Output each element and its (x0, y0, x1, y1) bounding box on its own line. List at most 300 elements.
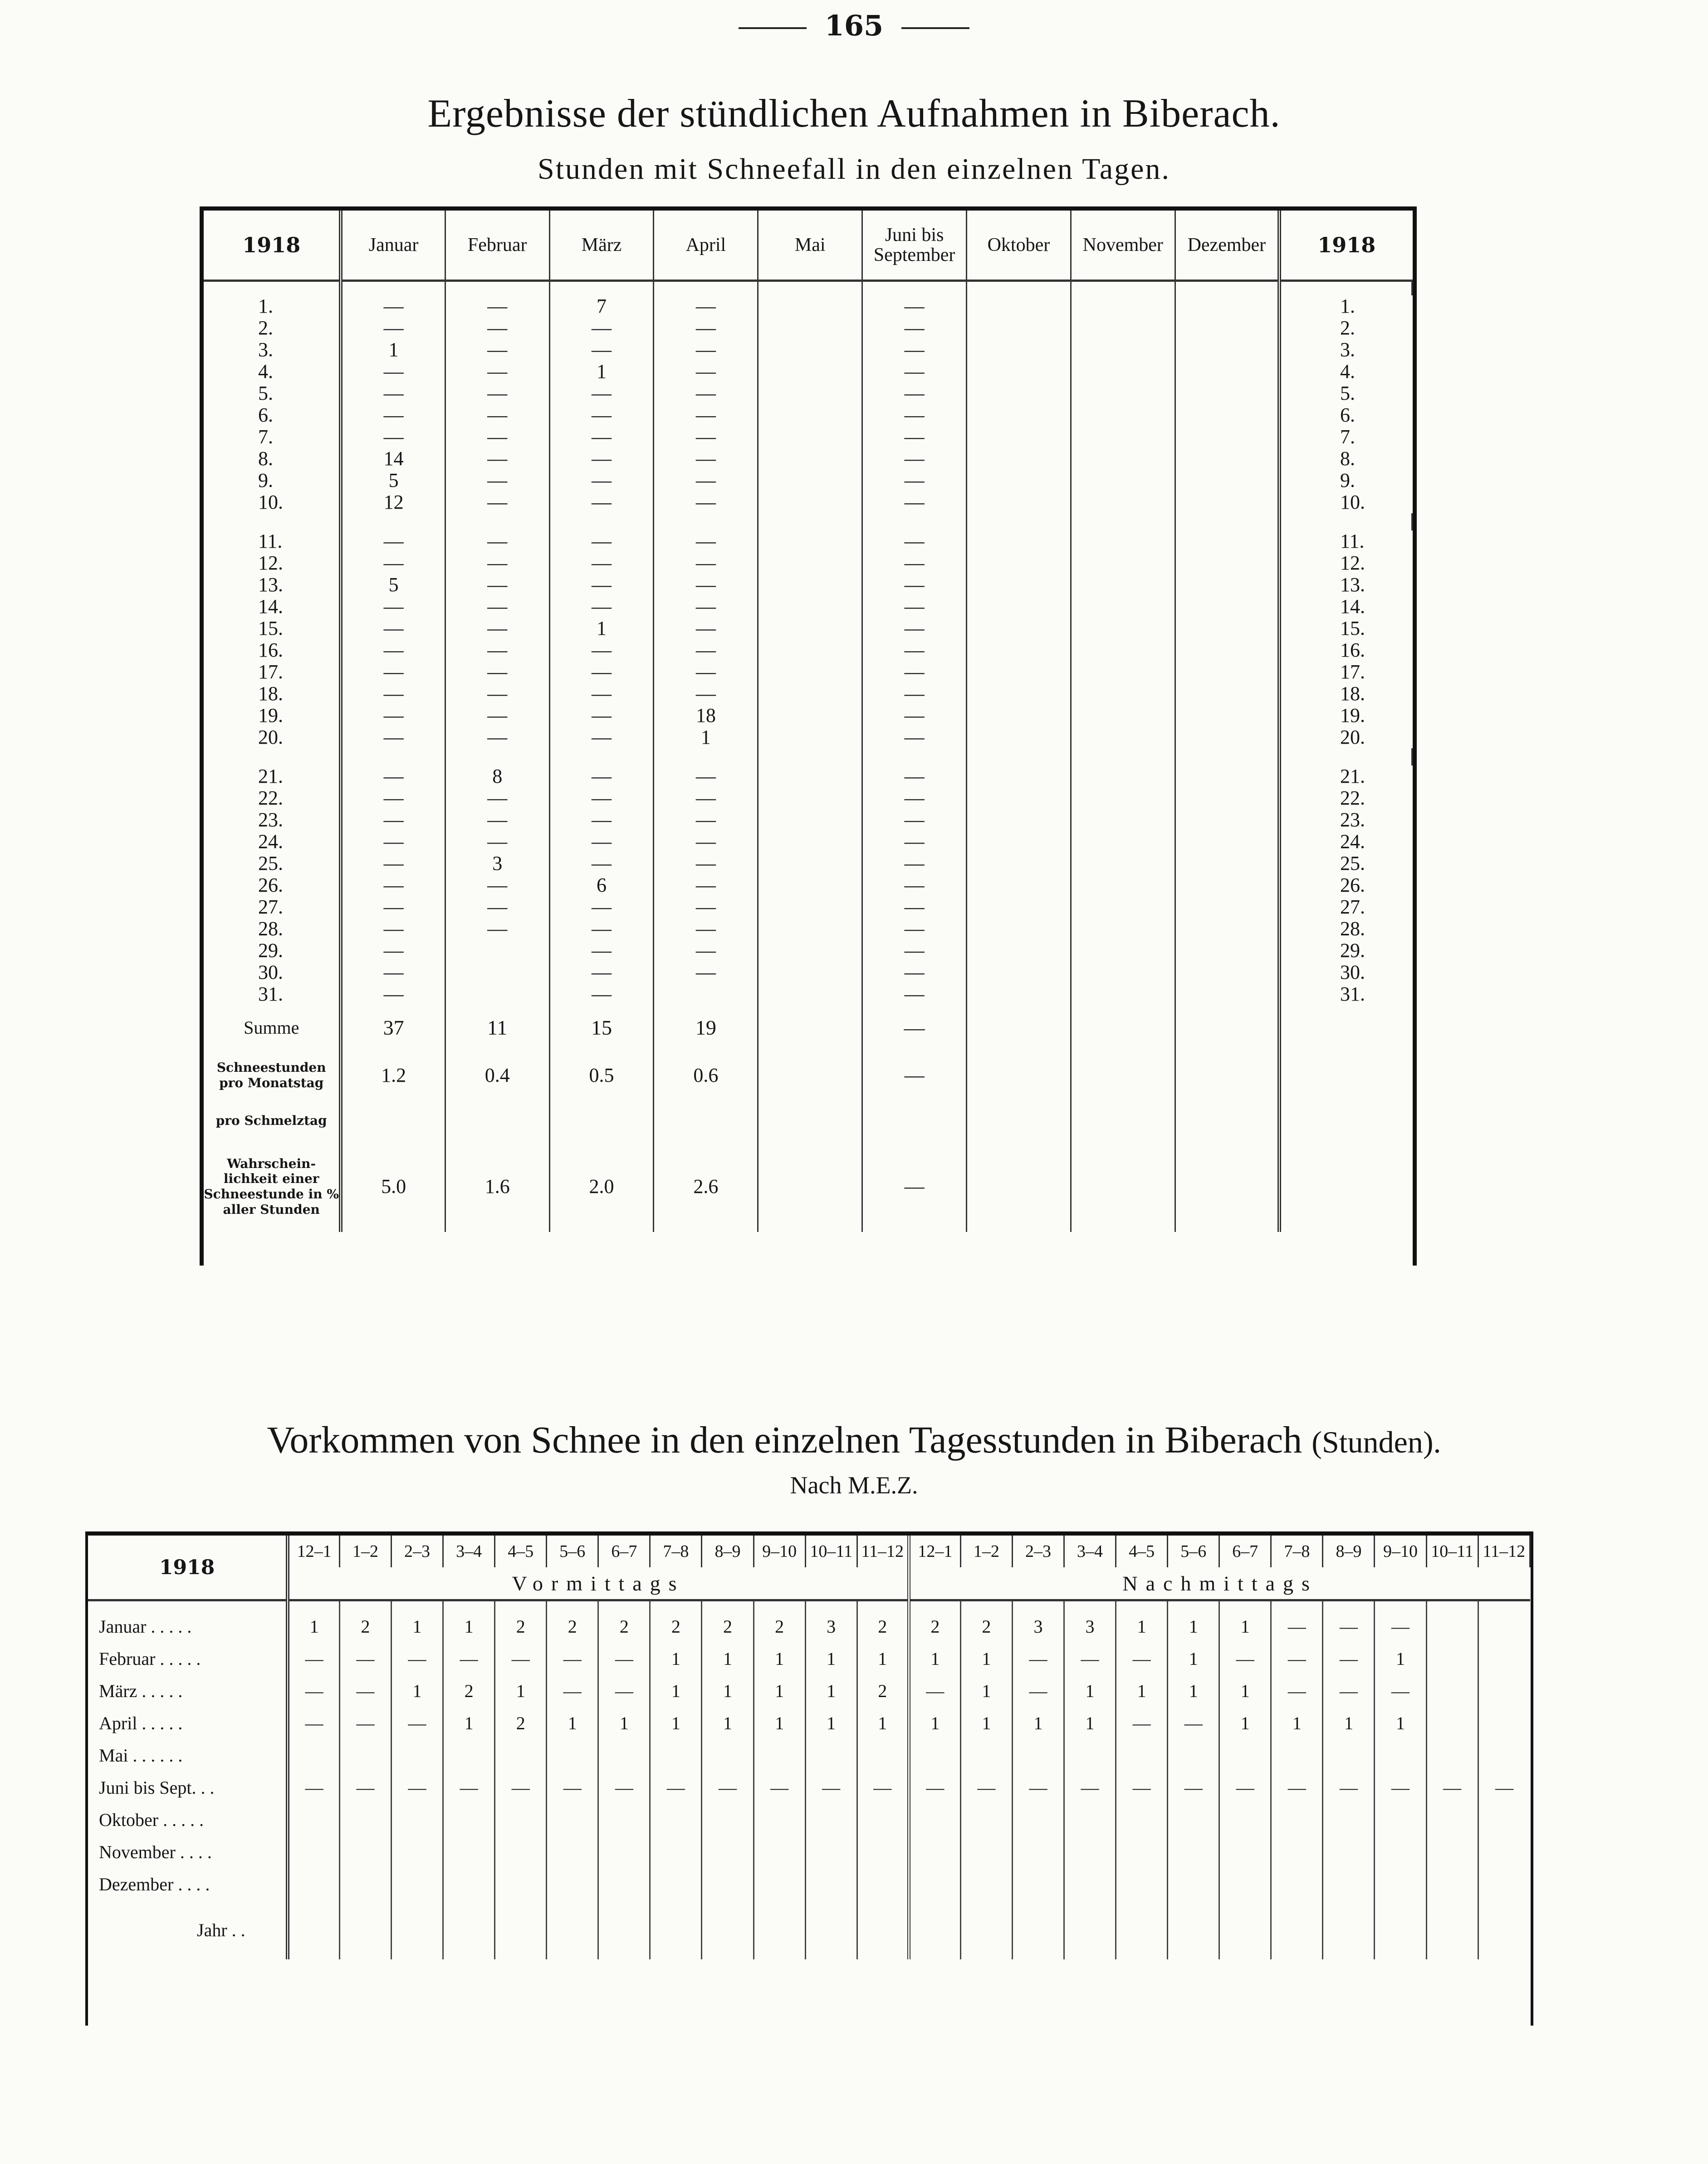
stats-value (758, 1050, 862, 1100)
day-value: — (654, 404, 758, 426)
day-value: — (862, 853, 967, 874)
hour-header: 3–4 (1064, 1536, 1116, 1567)
day-value: — (654, 787, 758, 809)
hour-header: 5–6 (1168, 1536, 1219, 1567)
stats-value (549, 1100, 654, 1141)
hour-value (1116, 1804, 1168, 1836)
day-value (967, 470, 1071, 491)
day-value: 18 (654, 705, 758, 726)
day-value (1175, 809, 1279, 831)
table-row (204, 361, 1412, 383)
stats-value: 2.0 (549, 1141, 654, 1232)
hour-value: 2 (702, 1600, 754, 1643)
stats-value (967, 1141, 1071, 1232)
hour-value: 1 (1012, 1707, 1064, 1739)
day-value: — (445, 639, 549, 661)
day-value: — (654, 448, 758, 470)
day-label-right: 9. (1340, 469, 1356, 491)
hour-value: 1 (495, 1675, 547, 1707)
gap-cell (862, 513, 967, 530)
day-value (445, 962, 549, 983)
day-value (967, 383, 1071, 404)
table-row (88, 1600, 1530, 1643)
day-value: — (549, 787, 654, 809)
hour-value (339, 1804, 391, 1836)
day-value: — (654, 874, 758, 896)
hour-value (960, 1836, 1012, 1868)
hour-value: 1 (805, 1643, 857, 1675)
hour-value (288, 1900, 339, 1959)
hour-value (443, 1804, 495, 1836)
day-label-right: 7. (1340, 426, 1356, 448)
hour-value: 1 (702, 1643, 754, 1675)
hour-value: — (392, 1707, 443, 1739)
day-value: — (654, 809, 758, 831)
day-value (758, 661, 862, 683)
day-value (1175, 618, 1279, 639)
day-label-right: 17. (1340, 661, 1365, 683)
day-value: — (654, 683, 758, 705)
day-value: — (654, 765, 758, 787)
gap-cell (1175, 748, 1279, 765)
month-label: Oktober . . . . . (88, 1804, 288, 1836)
day-label: 8. (204, 448, 341, 470)
table-row (88, 1804, 1530, 1836)
hour-value: — (1168, 1771, 1219, 1804)
day-value: — (549, 918, 654, 940)
day-value: — (445, 809, 549, 831)
hour-value: 1 (754, 1707, 805, 1739)
hour-value (857, 1836, 909, 1868)
hour-value: 1 (288, 1600, 339, 1643)
hour-value: 1 (1116, 1675, 1168, 1707)
hour-value: 1 (1219, 1600, 1271, 1643)
day-value: — (341, 896, 445, 918)
day-value: — (862, 874, 967, 896)
day-value (1175, 787, 1279, 809)
day-value: — (341, 983, 445, 1005)
day-value (967, 317, 1071, 339)
day-label-right: 5. (1340, 382, 1356, 404)
day-value (758, 787, 862, 809)
day-value: 3 (445, 853, 549, 874)
day-value (1071, 574, 1175, 596)
table-row (204, 918, 1412, 940)
spacer-cell (758, 281, 862, 296)
day-value: — (445, 317, 549, 339)
day-value (967, 940, 1071, 962)
table-row (204, 530, 1412, 552)
day-label-right: 6. (1340, 404, 1356, 426)
day-value (758, 831, 862, 853)
hour-value: 2 (857, 1600, 909, 1643)
hour-value (598, 1739, 650, 1771)
day-label: 28. (204, 918, 341, 940)
month-label: April . . . . . (88, 1707, 288, 1739)
hour-value (650, 1739, 702, 1771)
hour-value: 1 (598, 1707, 650, 1739)
day-value: — (445, 831, 549, 853)
stats-label: pro Schmelztag (215, 1113, 327, 1129)
day-value: — (445, 295, 549, 317)
hour-value (1478, 1675, 1530, 1707)
hour-value (443, 1900, 495, 1959)
day-value (445, 940, 549, 962)
hour-value (392, 1804, 443, 1836)
day-value (758, 618, 862, 639)
hour-value: 2 (495, 1600, 547, 1643)
hour-value: 1 (650, 1675, 702, 1707)
gap-cell (967, 748, 1071, 765)
stats-row-pro-monatstag (204, 1050, 1412, 1100)
hour-value: 1 (1064, 1707, 1116, 1739)
day-value: — (445, 383, 549, 404)
day-value (967, 661, 1071, 683)
table-row (204, 787, 1412, 809)
hour-value: — (650, 1771, 702, 1804)
day-value: — (341, 809, 445, 831)
hour-value: 3 (805, 1600, 857, 1643)
table-row (204, 383, 1412, 404)
day-value: — (654, 853, 758, 874)
gap-cell (967, 513, 1071, 530)
day-value: — (341, 726, 445, 748)
table-row (204, 809, 1412, 831)
hour-value: 1 (1323, 1707, 1375, 1739)
day-label-right: 8. (1340, 447, 1356, 470)
day-value (758, 853, 862, 874)
hour-value (1012, 1804, 1064, 1836)
day-value (758, 295, 862, 317)
day-value: — (549, 831, 654, 853)
day-value (1071, 361, 1175, 383)
stats-value: — (862, 1050, 967, 1100)
day-value: — (654, 661, 758, 683)
hour-value: 2 (960, 1600, 1012, 1643)
table-row (204, 491, 1412, 513)
hour-value (805, 1836, 857, 1868)
day-value (1175, 426, 1279, 448)
hour-value (650, 1900, 702, 1959)
hour-value (754, 1900, 805, 1959)
hour-value (443, 1868, 495, 1900)
hour-value: — (1271, 1643, 1323, 1675)
hour-value (1323, 1739, 1375, 1771)
header-oktober: Oktober (967, 211, 1071, 281)
gap-cell (1175, 513, 1279, 530)
day-value (1071, 940, 1175, 962)
hour-value (1375, 1739, 1426, 1771)
spacer-cell (204, 281, 341, 296)
day-value (967, 596, 1071, 618)
day-value: — (445, 596, 549, 618)
gap-cell (549, 748, 654, 765)
day-value (967, 962, 1071, 983)
table-row (204, 448, 1412, 470)
table-row (204, 470, 1412, 491)
table-row (204, 683, 1412, 705)
header-april: April (654, 211, 758, 281)
table-row (88, 1739, 1530, 1771)
month-label: Dezember . . . . (88, 1868, 288, 1900)
day-value: — (549, 339, 654, 361)
day-value: — (445, 618, 549, 639)
hour-value (1168, 1739, 1219, 1771)
day-value (1071, 383, 1175, 404)
hour-value: 1 (754, 1675, 805, 1707)
hour-value (960, 1868, 1012, 1900)
hour-value (1116, 1739, 1168, 1771)
hour-value (1064, 1836, 1116, 1868)
hour-header: 4–5 (495, 1536, 547, 1567)
day-value: — (654, 962, 758, 983)
day-value (1071, 683, 1175, 705)
day-value (1175, 831, 1279, 853)
day-value (1175, 940, 1279, 962)
gap-cell (204, 748, 341, 765)
day-value: 12 (341, 491, 445, 513)
day-value (1175, 683, 1279, 705)
day-label: 11. (204, 530, 341, 552)
hour-value (960, 1900, 1012, 1959)
hour-value (495, 1900, 547, 1959)
hour-value: 2 (598, 1600, 650, 1643)
hour-value: 1 (443, 1600, 495, 1643)
header-dezember: Dezember (1175, 211, 1279, 281)
day-label-right: 15. (1340, 617, 1365, 639)
hour-value: 1 (1168, 1600, 1219, 1643)
day-value (967, 574, 1071, 596)
stats-value (967, 1050, 1071, 1100)
hour-value (598, 1836, 650, 1868)
gap-cell (1071, 513, 1175, 530)
hour-value (547, 1804, 598, 1836)
table-row (204, 574, 1412, 596)
day-value: — (862, 491, 967, 513)
table-row (204, 661, 1412, 683)
day-value: — (341, 552, 445, 574)
hour-value (1426, 1643, 1478, 1675)
day-value (758, 361, 862, 383)
day-label-right: 26. (1340, 874, 1365, 896)
day-value (758, 639, 862, 661)
stats-value (1071, 1005, 1175, 1050)
day-label: 14. (204, 596, 341, 618)
hour-value: 1 (960, 1707, 1012, 1739)
hour-value (1478, 1643, 1530, 1675)
hour-value (702, 1900, 754, 1959)
hour-value: 2 (754, 1600, 805, 1643)
hour-value: — (1012, 1643, 1064, 1675)
hour-value (702, 1868, 754, 1900)
day-value: — (549, 983, 654, 1005)
hour-value: 1 (443, 1707, 495, 1739)
day-value (1071, 962, 1175, 983)
day-value: — (549, 809, 654, 831)
day-value: — (341, 765, 445, 787)
day-value: — (341, 295, 445, 317)
day-value: — (549, 317, 654, 339)
day-label: 23. (204, 809, 341, 831)
stats-value (1175, 1050, 1279, 1100)
day-value (1175, 661, 1279, 683)
hour-value: — (339, 1707, 391, 1739)
hour-value (288, 1836, 339, 1868)
day-value (758, 339, 862, 361)
day-value: — (341, 683, 445, 705)
hour-value (1012, 1836, 1064, 1868)
hour-header: 6–7 (1219, 1536, 1271, 1567)
hour-header: 2–3 (392, 1536, 443, 1567)
hour-header: 8–9 (1323, 1536, 1375, 1567)
day-value: — (549, 574, 654, 596)
day-value: — (654, 383, 758, 404)
hour-value (1323, 1868, 1375, 1900)
day-value: — (862, 726, 967, 748)
hours-header-row (88, 1536, 1530, 1567)
hour-value (1478, 1836, 1530, 1868)
stats-value (1279, 1141, 1412, 1232)
day-value (1175, 962, 1279, 983)
table-row (88, 1836, 1530, 1868)
day-value (758, 726, 862, 748)
stats-value (1175, 1141, 1279, 1232)
day-value (1175, 765, 1279, 787)
day-value: — (549, 726, 654, 748)
day-value: — (341, 361, 445, 383)
header-november: November (1071, 211, 1175, 281)
day-value (1071, 831, 1175, 853)
hour-header: 11–12 (1478, 1536, 1530, 1567)
day-value (1175, 448, 1279, 470)
day-label: 13. (204, 574, 341, 596)
day-value: — (654, 361, 758, 383)
day-value (1071, 470, 1175, 491)
stats-row-wahrscheinlichkeit (204, 1141, 1412, 1232)
hour-value (547, 1868, 598, 1900)
stats-label-cell (204, 1005, 341, 1050)
gap-cell (862, 748, 967, 765)
day-value: — (341, 831, 445, 853)
day-value (967, 491, 1071, 513)
month-label: Juni bis Sept. . . (88, 1771, 288, 1804)
table-row (204, 705, 1412, 726)
day-label-right: 18. (1340, 682, 1365, 705)
day-value: — (862, 448, 967, 470)
day-label-right: 31. (1340, 983, 1365, 1005)
hour-value (547, 1836, 598, 1868)
day-value (1175, 530, 1279, 552)
rule-left (739, 27, 807, 29)
hour-value: — (339, 1771, 391, 1804)
hour-header: 5–6 (547, 1536, 598, 1567)
table2-body (88, 1600, 1530, 1960)
snowfall-hours-per-day-table (200, 206, 1417, 1266)
table-row (204, 404, 1412, 426)
header-januar: Januar (341, 211, 445, 281)
day-value: — (341, 596, 445, 618)
spacer-cell (445, 281, 549, 296)
day-value: — (862, 918, 967, 940)
stats-value: — (862, 1005, 967, 1050)
day-value (1175, 317, 1279, 339)
table-row (88, 1900, 1530, 1959)
day-label-right: 23. (1340, 809, 1365, 831)
day-value (967, 361, 1071, 383)
hour-value: — (1323, 1675, 1375, 1707)
hour-value (1323, 1836, 1375, 1868)
hour-value: 2 (547, 1600, 598, 1643)
day-value (967, 552, 1071, 574)
day-value (967, 896, 1071, 918)
day-label: 26. (204, 874, 341, 896)
day-label: 22. (204, 787, 341, 809)
hour-value (1064, 1804, 1116, 1836)
day-value (1071, 639, 1175, 661)
hour-value: — (857, 1771, 909, 1804)
hour-value (960, 1804, 1012, 1836)
day-value (1071, 596, 1175, 618)
day-value (1175, 491, 1279, 513)
hour-value: — (909, 1675, 960, 1707)
hour-value (443, 1836, 495, 1868)
hour-header: 3–4 (443, 1536, 495, 1567)
hour-header: 6–7 (598, 1536, 650, 1567)
hour-value (339, 1868, 391, 1900)
day-label: 12. (204, 552, 341, 574)
day-value (967, 339, 1071, 361)
stats-value: 0.6 (654, 1050, 758, 1100)
hour-value: — (1064, 1771, 1116, 1804)
day-value (758, 426, 862, 448)
hour-value (288, 1804, 339, 1836)
hour-value: — (1426, 1771, 1478, 1804)
stats-label-cell (204, 1050, 341, 1100)
hour-value: 1 (547, 1707, 598, 1739)
day-value: — (862, 831, 967, 853)
day-label-right: 2. (1340, 317, 1356, 339)
day-value: — (862, 940, 967, 962)
day-value: — (341, 661, 445, 683)
hour-value (1168, 1868, 1219, 1900)
hour-value: — (1219, 1771, 1271, 1804)
day-value (1175, 552, 1279, 574)
day-value (967, 618, 1071, 639)
hour-header: 11–12 (857, 1536, 909, 1567)
day-value (1175, 470, 1279, 491)
day-label: 20. (204, 726, 341, 748)
hour-value (754, 1739, 805, 1771)
day-value (1071, 317, 1175, 339)
table-row (204, 940, 1412, 962)
day-value (967, 295, 1071, 317)
hour-value (339, 1836, 391, 1868)
day-value (758, 552, 862, 574)
day-label: 2. (204, 317, 341, 339)
table-row (88, 1675, 1530, 1707)
day-value (1071, 491, 1175, 513)
day-value: — (445, 896, 549, 918)
day-value (758, 896, 862, 918)
day-value: — (654, 339, 758, 361)
day-value: 7 (549, 295, 654, 317)
stats-value: 1.2 (341, 1050, 445, 1100)
gap-cell (341, 513, 445, 530)
stats-value (1071, 1100, 1175, 1141)
day-value (1071, 787, 1175, 809)
day-label: 21. (204, 765, 341, 787)
hour-header: 2–3 (1012, 1536, 1064, 1567)
